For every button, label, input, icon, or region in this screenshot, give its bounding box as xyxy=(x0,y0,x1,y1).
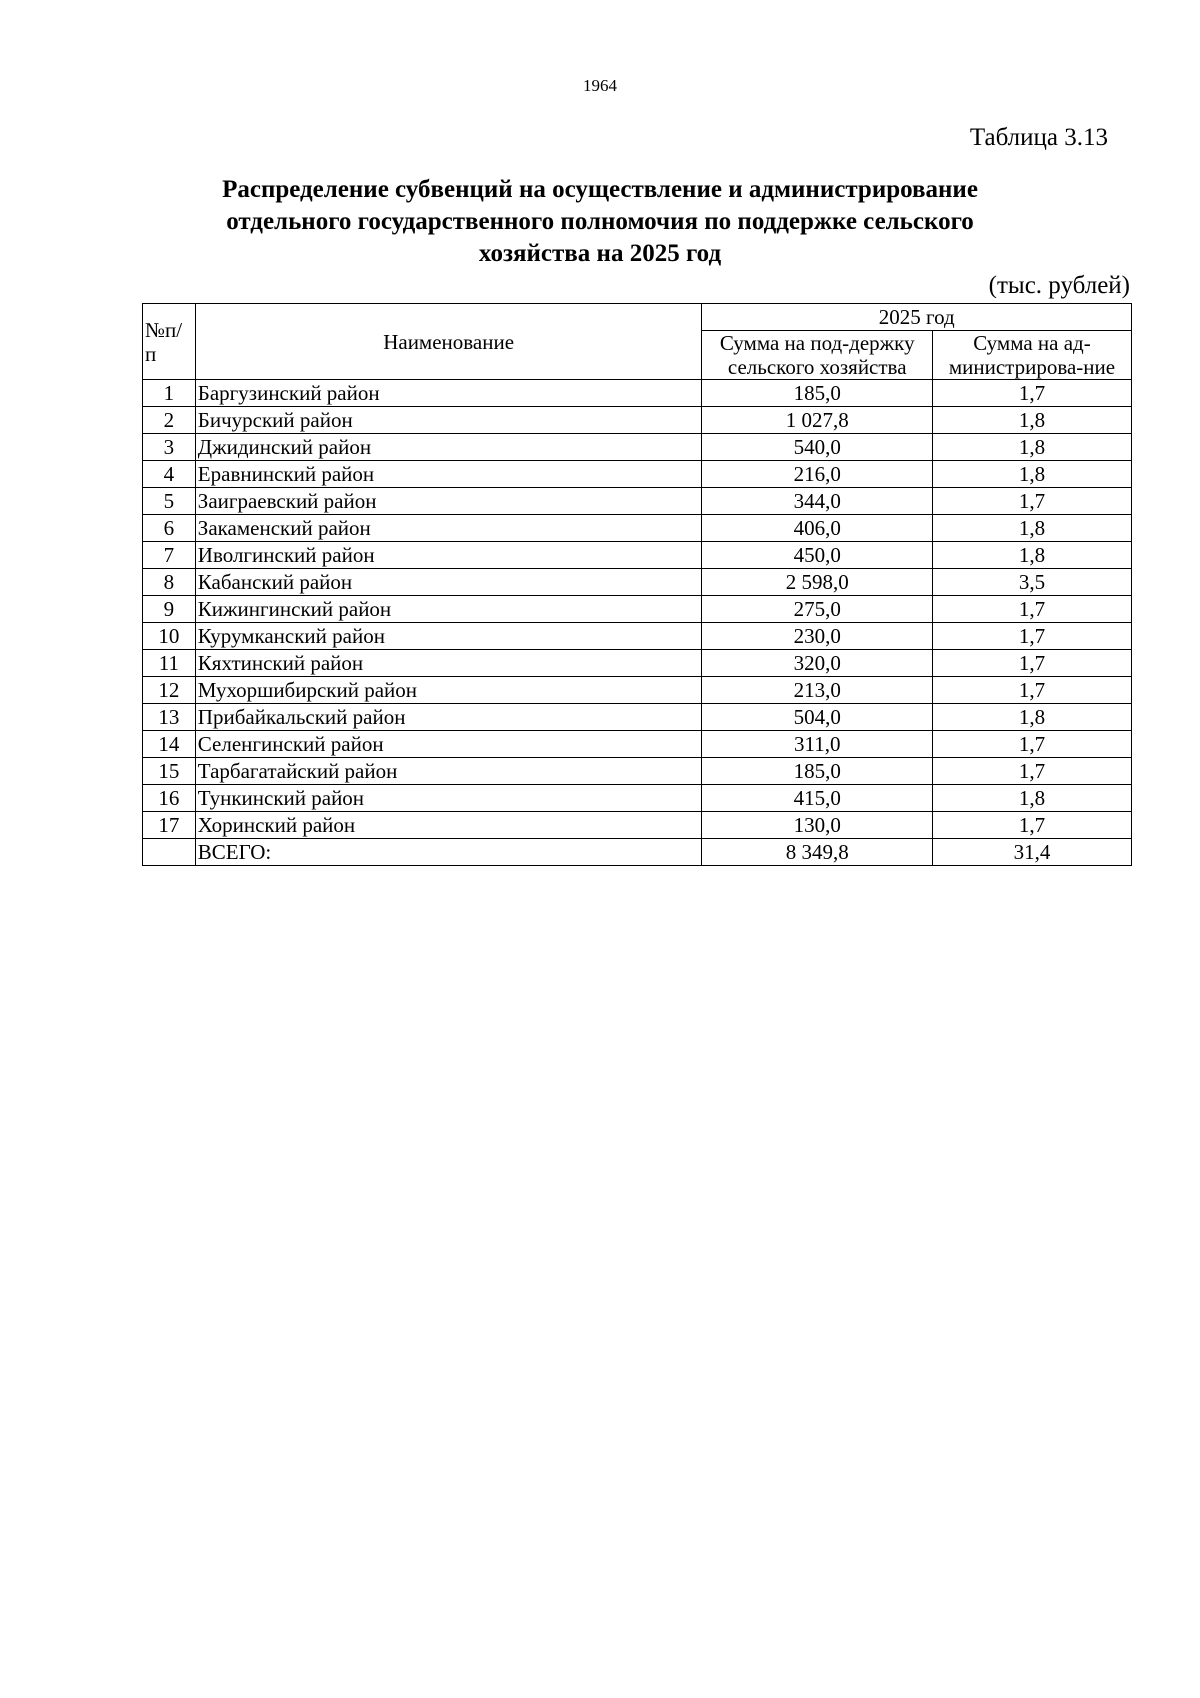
district-name: Баргузинский район xyxy=(195,380,702,407)
district-name: Кабанский район xyxy=(195,569,702,596)
district-name: Иволгинский район xyxy=(195,542,702,569)
table-row xyxy=(143,758,1132,785)
table-row xyxy=(143,569,1132,596)
row-number: 5 xyxy=(143,488,196,515)
sum-admin-cell: 1,7 xyxy=(932,677,1131,704)
header-no: №п/п xyxy=(143,304,196,380)
table-row xyxy=(143,434,1132,461)
sum-admin-cell: 1,7 xyxy=(932,596,1131,623)
sum-admin-cell: 1,7 xyxy=(932,623,1131,650)
sum-support-cell: 415,0 xyxy=(702,785,932,812)
table-row xyxy=(143,542,1132,569)
row-number: 6 xyxy=(143,515,196,542)
sum-support-cell: 185,0 xyxy=(702,380,932,407)
table-row xyxy=(143,461,1132,488)
sum-support-cell: 504,0 xyxy=(702,704,932,731)
row-number: 17 xyxy=(143,812,196,839)
header-year: 2025 год xyxy=(702,304,1132,331)
row-number: 14 xyxy=(143,731,196,758)
table-row xyxy=(143,731,1132,758)
sum-support-cell: 275,0 xyxy=(702,596,932,623)
sum-support-cell: 406,0 xyxy=(702,515,932,542)
title-line-2: отдельного государственного полномочия по поддержке сельского xyxy=(226,208,974,235)
table-row xyxy=(143,704,1132,731)
sum-support-cell: 1 027,8 xyxy=(702,407,932,434)
row-number: 10 xyxy=(143,623,196,650)
row-number: 7 xyxy=(143,542,196,569)
sum-admin-cell: 1,8 xyxy=(932,542,1131,569)
row-number: 8 xyxy=(143,569,196,596)
row-number: 9 xyxy=(143,596,196,623)
table-row xyxy=(143,812,1132,839)
total-row xyxy=(143,839,1132,866)
sum-support-cell: 540,0 xyxy=(702,434,932,461)
document-title xyxy=(150,174,1050,270)
table-row xyxy=(143,650,1132,677)
row-number: 12 xyxy=(143,677,196,704)
page-number: 1964 xyxy=(583,76,617,95)
subsidy-table xyxy=(142,303,1132,866)
sum-admin-cell: 1,8 xyxy=(932,785,1131,812)
table-row xyxy=(143,623,1132,650)
district-name: Тункинский район xyxy=(195,785,702,812)
district-name: Селенгинский район xyxy=(195,731,702,758)
table-row xyxy=(143,407,1132,434)
row-number: 4 xyxy=(143,461,196,488)
sum-admin-cell: 1,7 xyxy=(932,650,1131,677)
table-row xyxy=(143,677,1132,704)
sum-admin-cell: 1,7 xyxy=(932,488,1131,515)
sum-support-cell: 2 598,0 xyxy=(702,569,932,596)
sum-admin-cell: 1,7 xyxy=(932,380,1131,407)
row-number: 16 xyxy=(143,785,196,812)
district-name: Мухоршибирский район xyxy=(195,677,702,704)
district-name: Кяхтинский район xyxy=(195,650,702,677)
sum-support-cell: 130,0 xyxy=(702,812,932,839)
row-number: 15 xyxy=(143,758,196,785)
table-row xyxy=(143,596,1132,623)
table-row xyxy=(143,380,1132,407)
total-label: ВСЕГО: xyxy=(195,839,702,866)
sum-support-cell: 344,0 xyxy=(702,488,932,515)
total-support: 8 349,8 xyxy=(702,839,932,866)
district-name: Еравнинский район xyxy=(195,461,702,488)
district-name: Заиграевский район xyxy=(195,488,702,515)
sum-support-cell: 216,0 xyxy=(702,461,932,488)
total-number xyxy=(143,839,196,866)
header-sum-admin: Сумма на ад-министрирова-ние xyxy=(932,331,1131,380)
header-row-1 xyxy=(143,304,1132,331)
sum-admin-cell: 1,8 xyxy=(932,461,1131,488)
district-name: Бичурский район xyxy=(195,407,702,434)
sum-support-cell: 230,0 xyxy=(702,623,932,650)
sum-admin-cell: 1,8 xyxy=(932,407,1131,434)
district-name: Закаменский район xyxy=(195,515,702,542)
row-number: 3 xyxy=(143,434,196,461)
sum-admin-cell: 1,8 xyxy=(932,515,1131,542)
sum-admin-cell: 1,8 xyxy=(932,704,1131,731)
header-sum-support: Сумма на под-держку сельского хозяйства xyxy=(702,331,932,380)
sum-admin-cell: 1,8 xyxy=(932,434,1131,461)
row-number: 1 xyxy=(143,380,196,407)
district-name: Джидинский район xyxy=(195,434,702,461)
sum-admin-cell: 1,7 xyxy=(932,812,1131,839)
units-label: (тыс. рублей) xyxy=(988,272,1130,299)
district-name: Курумканский район xyxy=(195,623,702,650)
table-row xyxy=(143,515,1132,542)
table-label: Таблица 3.13 xyxy=(969,124,1108,151)
district-name: Тарбагатайский район xyxy=(195,758,702,785)
row-number: 13 xyxy=(143,704,196,731)
sum-admin-cell: 1,7 xyxy=(932,758,1131,785)
sum-support-cell: 185,0 xyxy=(702,758,932,785)
sum-admin-cell: 3,5 xyxy=(932,569,1131,596)
title-line-3: хозяйства на 2025 год xyxy=(478,240,722,267)
table-row xyxy=(143,785,1132,812)
district-name: Прибайкальский район xyxy=(195,704,702,731)
district-name: Хоринский район xyxy=(195,812,702,839)
table-body xyxy=(143,380,1132,866)
row-number: 11 xyxy=(143,650,196,677)
table-row xyxy=(143,488,1132,515)
row-number: 2 xyxy=(143,407,196,434)
sum-support-cell: 450,0 xyxy=(702,542,932,569)
sum-support-cell: 213,0 xyxy=(702,677,932,704)
title-line-1: Распределение субвенций на осуществление и администрирование xyxy=(222,176,978,203)
total-admin: 31,4 xyxy=(932,839,1131,866)
header-name: Наименование xyxy=(195,304,702,380)
sum-support-cell: 311,0 xyxy=(702,731,932,758)
sum-support-cell: 320,0 xyxy=(702,650,932,677)
district-name: Кижингинский район xyxy=(195,596,702,623)
sum-admin-cell: 1,7 xyxy=(932,731,1131,758)
